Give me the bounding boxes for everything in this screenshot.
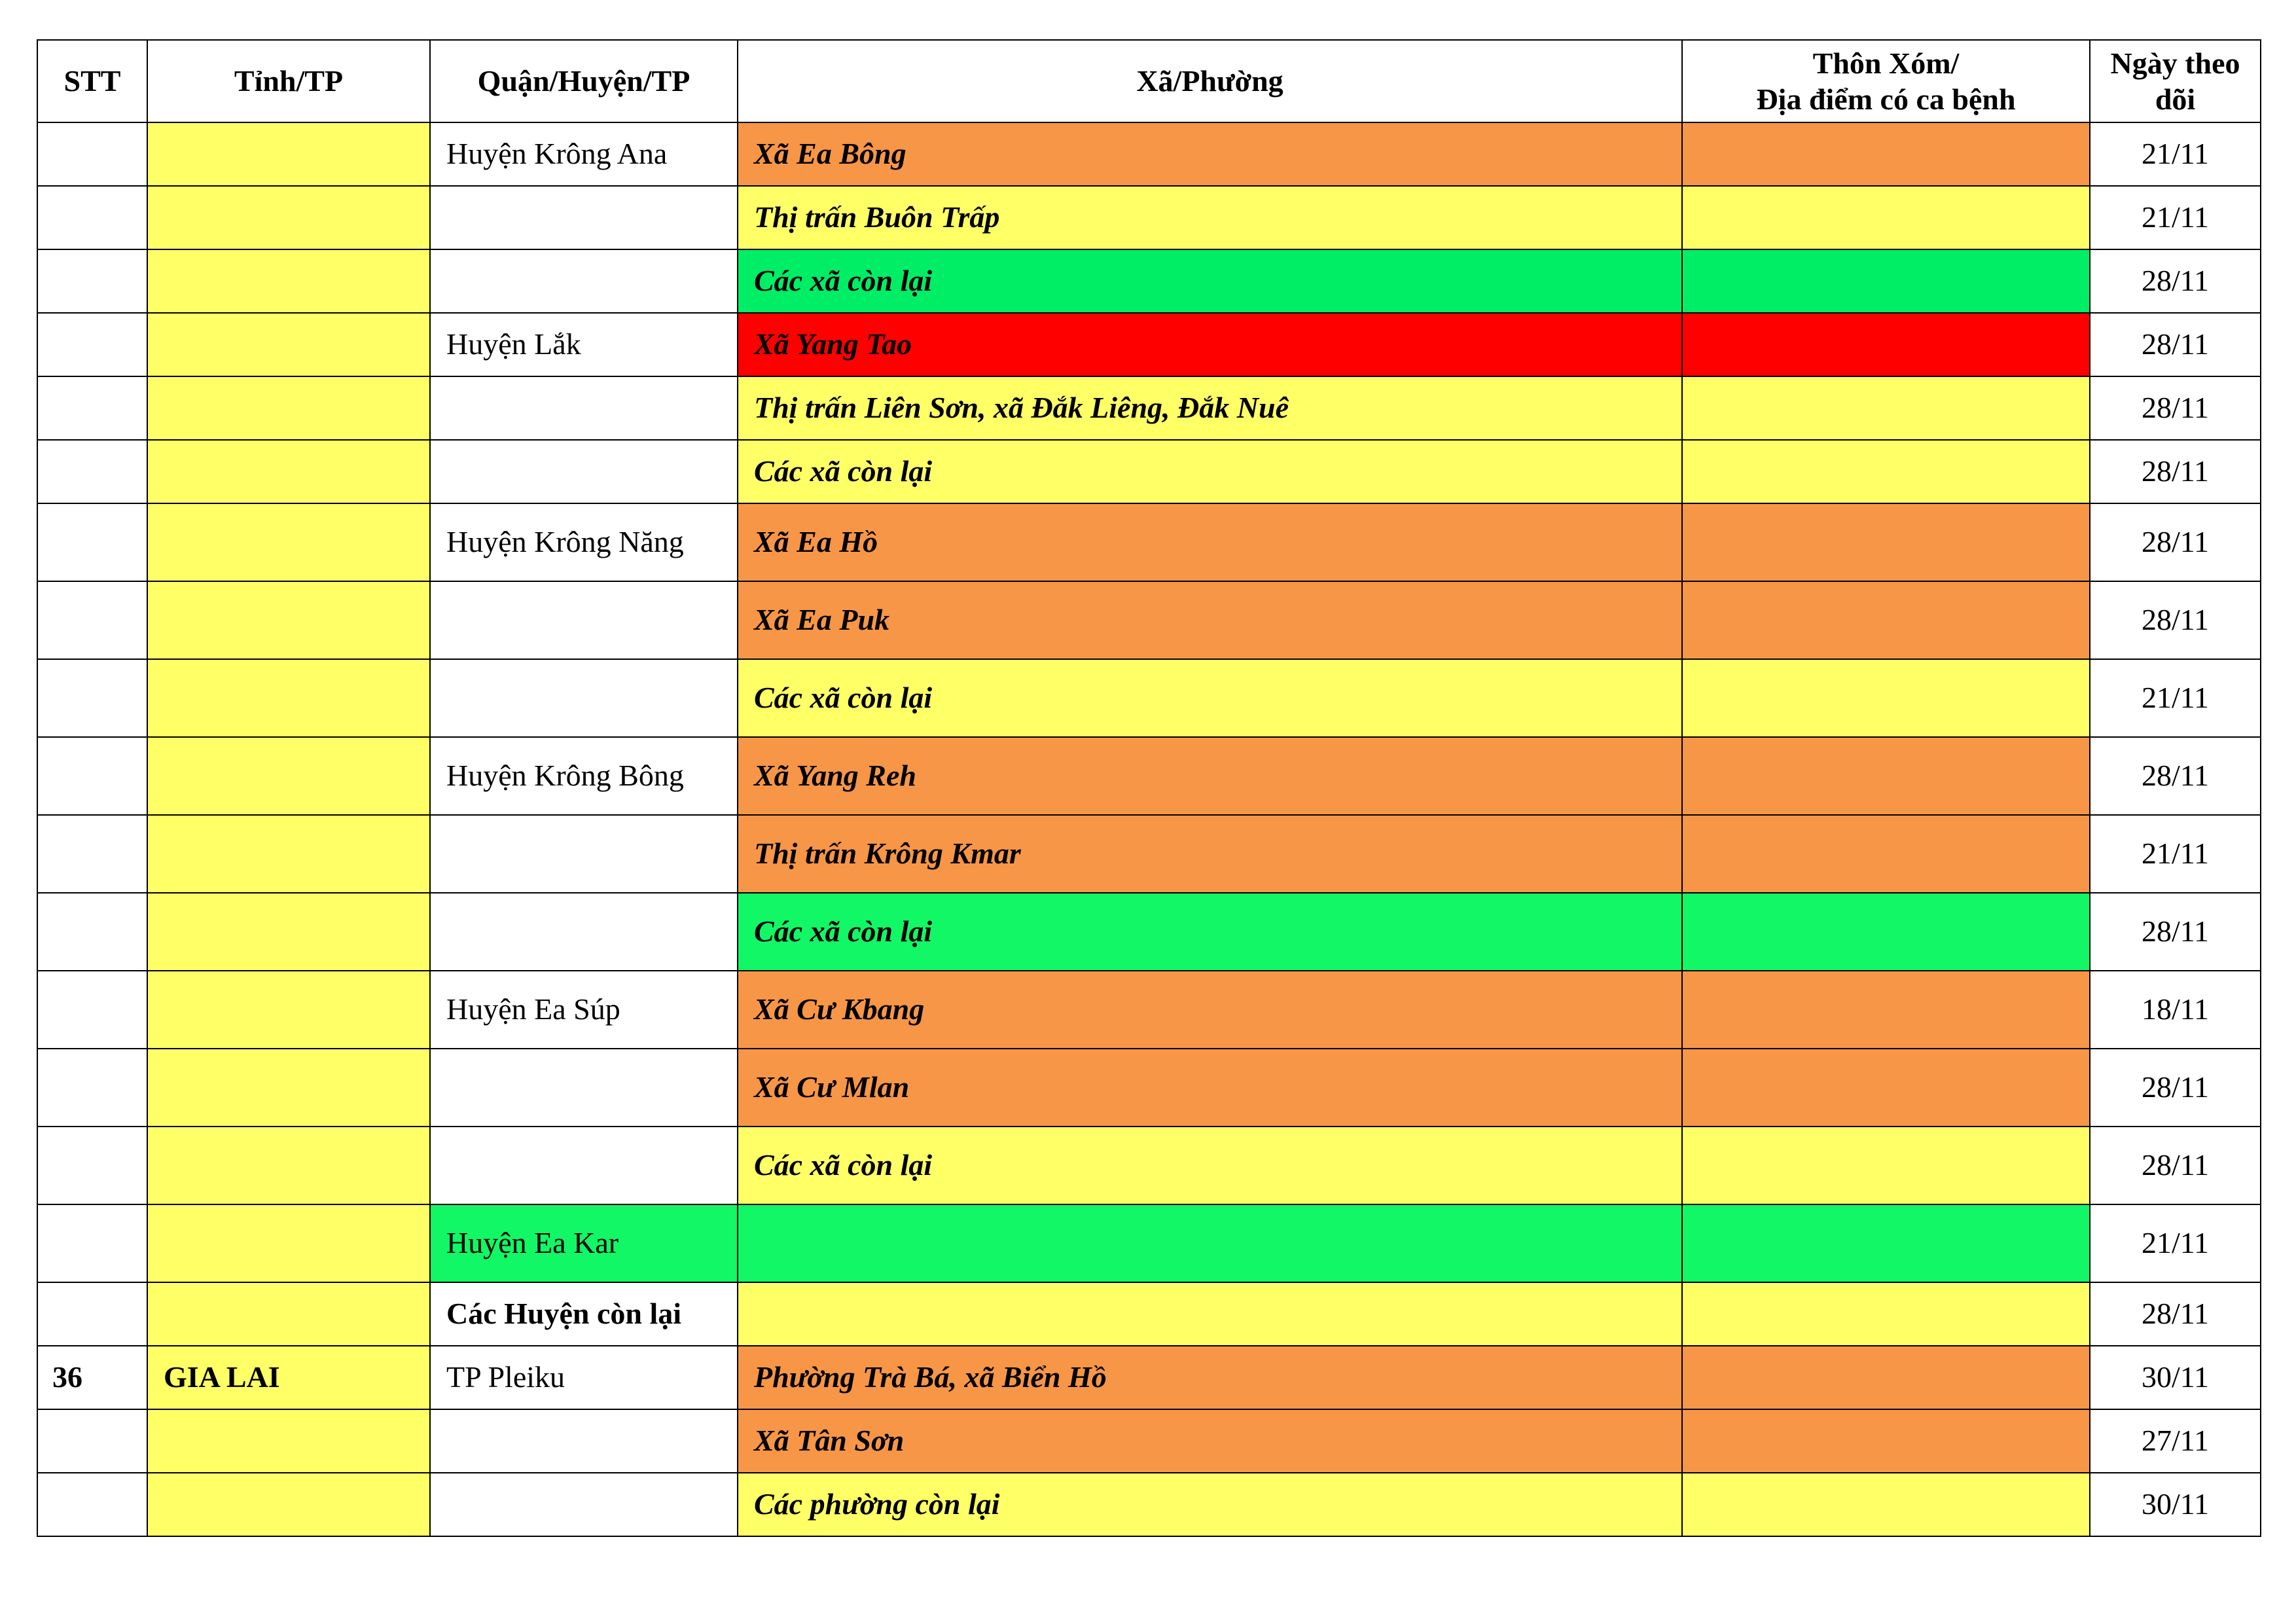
cell-thon xyxy=(1682,122,2090,186)
cell-quan xyxy=(430,1409,738,1473)
cell-xa xyxy=(738,1204,1682,1282)
cell-thon xyxy=(1682,1409,2090,1473)
cell-thon xyxy=(1682,815,2090,893)
table-row xyxy=(37,1049,2261,1127)
cell-tinh xyxy=(147,1409,430,1473)
header-tinh: Tỉnh/TP xyxy=(147,40,430,122)
cell-tinh xyxy=(147,1473,430,1536)
cell-quan: Huyện Krông Bông xyxy=(430,737,738,815)
cell-xa: Các phường còn lại xyxy=(738,1473,1682,1536)
table-header-row xyxy=(37,40,2261,122)
header-stt: STT xyxy=(37,40,147,122)
header-thon-line1: Thôn Xóm/ xyxy=(1812,46,1960,80)
cell-ngay: 28/11 xyxy=(2090,1049,2261,1127)
cell-stt xyxy=(37,1409,147,1473)
cell-tinh xyxy=(147,971,430,1049)
cell-tinh xyxy=(147,249,430,313)
cell-quan xyxy=(430,376,738,440)
cell-stt xyxy=(37,815,147,893)
cell-tinh xyxy=(147,1049,430,1127)
table-row xyxy=(37,1473,2261,1536)
cell-ngay: 21/11 xyxy=(2090,815,2261,893)
cell-quan: Huyện Ea Súp xyxy=(430,971,738,1049)
cell-stt xyxy=(37,313,147,376)
table-row xyxy=(37,893,2261,971)
cell-stt xyxy=(37,581,147,659)
cell-xa: Các xã còn lại xyxy=(738,893,1682,971)
cell-ngay: 28/11 xyxy=(2090,581,2261,659)
cell-xa: Xã Yang Tao xyxy=(738,313,1682,376)
table-row xyxy=(37,1282,2261,1346)
cell-ngay: 21/11 xyxy=(2090,1204,2261,1282)
cell-ngay: 28/11 xyxy=(2090,1127,2261,1204)
cell-quan xyxy=(430,815,738,893)
cell-ngay: 28/11 xyxy=(2090,1282,2261,1346)
header-thon xyxy=(1682,40,2090,122)
header-ngay xyxy=(2090,40,2261,122)
cell-ngay: 28/11 xyxy=(2090,737,2261,815)
cell-xa: Xã Yang Reh xyxy=(738,737,1682,815)
cell-xa: Thị trấn Liên Sơn, xã Đắk Liêng, Đắk Nuê xyxy=(738,376,1682,440)
cell-stt xyxy=(37,1473,147,1536)
table-row xyxy=(37,1346,2261,1409)
cell-ngay: 28/11 xyxy=(2090,893,2261,971)
cell-quan: Huyện Ea Kar xyxy=(430,1204,738,1282)
cell-thon xyxy=(1682,1204,2090,1282)
cell-stt xyxy=(37,122,147,186)
cell-tinh xyxy=(147,122,430,186)
cell-stt xyxy=(37,1127,147,1204)
header-quan: Quận/Huyện/TP xyxy=(430,40,738,122)
cell-thon xyxy=(1682,659,2090,737)
cell-thon xyxy=(1682,971,2090,1049)
header-thon-line2: Địa điểm có ca bệnh xyxy=(1756,82,2016,116)
cell-tinh xyxy=(147,440,430,503)
header-ngay-line1: Ngày theo xyxy=(2110,46,2240,80)
table-row xyxy=(37,313,2261,376)
cell-thon xyxy=(1682,1282,2090,1346)
cell-tinh xyxy=(147,313,430,376)
cell-tinh xyxy=(147,376,430,440)
cell-tinh xyxy=(147,503,430,581)
cell-tinh xyxy=(147,893,430,971)
cell-xa: Thị trấn Krông Kmar xyxy=(738,815,1682,893)
cell-quan xyxy=(430,440,738,503)
cell-tinh xyxy=(147,1282,430,1346)
cell-xa: Các xã còn lại xyxy=(738,249,1682,313)
cell-tinh xyxy=(147,1204,430,1282)
cell-ngay: 28/11 xyxy=(2090,503,2261,581)
cell-xa: Xã Ea Hồ xyxy=(738,503,1682,581)
cell-quan: Huyện Krông Năng xyxy=(430,503,738,581)
cell-tinh xyxy=(147,659,430,737)
cell-quan xyxy=(430,1127,738,1204)
cell-ngay: 28/11 xyxy=(2090,313,2261,376)
cell-ngay: 21/11 xyxy=(2090,659,2261,737)
table-row xyxy=(37,1409,2261,1473)
cell-stt xyxy=(37,440,147,503)
cell-quan: TP Pleiku xyxy=(430,1346,738,1409)
cell-stt xyxy=(37,376,147,440)
cell-xa: Phường Trà Bá, xã Biển Hồ xyxy=(738,1346,1682,1409)
cell-ngay: 18/11 xyxy=(2090,971,2261,1049)
cell-xa: Các xã còn lại xyxy=(738,659,1682,737)
table-row xyxy=(37,122,2261,186)
table-row xyxy=(37,376,2261,440)
cell-thon xyxy=(1682,440,2090,503)
table-row xyxy=(37,1127,2261,1204)
table-row xyxy=(37,971,2261,1049)
cell-stt xyxy=(37,249,147,313)
cell-thon xyxy=(1682,1346,2090,1409)
table-row xyxy=(37,1204,2261,1282)
table-row xyxy=(37,186,2261,249)
cell-stt xyxy=(37,1204,147,1282)
cell-thon xyxy=(1682,581,2090,659)
cell-quan: Các Huyện còn lại xyxy=(430,1282,738,1346)
cell-ngay: 21/11 xyxy=(2090,186,2261,249)
cell-stt xyxy=(37,186,147,249)
cell-xa xyxy=(738,1282,1682,1346)
table-row xyxy=(37,659,2261,737)
cell-xa: Xã Ea Puk xyxy=(738,581,1682,659)
cell-ngay: 28/11 xyxy=(2090,376,2261,440)
cell-tinh: GIA LAI xyxy=(147,1346,430,1409)
cell-quan: Huyện Krông Ana xyxy=(430,122,738,186)
header-xa: Xã/Phường xyxy=(738,40,1682,122)
table-row xyxy=(37,581,2261,659)
cell-stt xyxy=(37,1049,147,1127)
cell-quan xyxy=(430,1473,738,1536)
cell-ngay: 30/11 xyxy=(2090,1473,2261,1536)
cell-thon xyxy=(1682,1049,2090,1127)
cell-tinh xyxy=(147,815,430,893)
cell-xa: Các xã còn lại xyxy=(738,1127,1682,1204)
cell-quan xyxy=(430,581,738,659)
cell-ngay: 27/11 xyxy=(2090,1409,2261,1473)
table-row xyxy=(37,440,2261,503)
table-body xyxy=(37,122,2261,1536)
cell-stt xyxy=(37,1282,147,1346)
cell-xa: Thị trấn Buôn Trấp xyxy=(738,186,1682,249)
cell-ngay: 21/11 xyxy=(2090,122,2261,186)
table-row xyxy=(37,737,2261,815)
cell-tinh xyxy=(147,186,430,249)
cell-thon xyxy=(1682,186,2090,249)
cell-stt xyxy=(37,503,147,581)
cell-quan xyxy=(430,249,738,313)
header-ngay-line2: dõi xyxy=(2155,82,2196,116)
cell-ngay: 30/11 xyxy=(2090,1346,2261,1409)
cell-xa: Xã Cư Kbang xyxy=(738,971,1682,1049)
cell-ngay: 28/11 xyxy=(2090,249,2261,313)
cell-stt xyxy=(37,893,147,971)
cell-quan xyxy=(430,893,738,971)
cell-thon xyxy=(1682,376,2090,440)
cell-tinh xyxy=(147,737,430,815)
cell-xa: Xã Ea Bông xyxy=(738,122,1682,186)
cell-quan xyxy=(430,186,738,249)
cell-thon xyxy=(1682,1473,2090,1536)
cell-quan xyxy=(430,1049,738,1127)
cell-stt xyxy=(37,737,147,815)
cell-thon xyxy=(1682,737,2090,815)
cell-quan: Huyện Lắk xyxy=(430,313,738,376)
cell-thon xyxy=(1682,1127,2090,1204)
cell-tinh xyxy=(147,581,430,659)
cell-xa: Xã Tân Sơn xyxy=(738,1409,1682,1473)
table-row xyxy=(37,503,2261,581)
cell-quan xyxy=(430,659,738,737)
cell-stt xyxy=(37,659,147,737)
table-row xyxy=(37,249,2261,313)
covid-zone-table xyxy=(37,39,2261,1537)
table-row xyxy=(37,815,2261,893)
cell-tinh xyxy=(147,1127,430,1204)
cell-stt: 36 xyxy=(37,1346,147,1409)
cell-thon xyxy=(1682,503,2090,581)
cell-stt xyxy=(37,971,147,1049)
cell-thon xyxy=(1682,893,2090,971)
cell-thon xyxy=(1682,313,2090,376)
cell-xa: Xã Cư Mlan xyxy=(738,1049,1682,1127)
cell-xa: Các xã còn lại xyxy=(738,440,1682,503)
cell-thon xyxy=(1682,249,2090,313)
cell-ngay: 28/11 xyxy=(2090,440,2261,503)
